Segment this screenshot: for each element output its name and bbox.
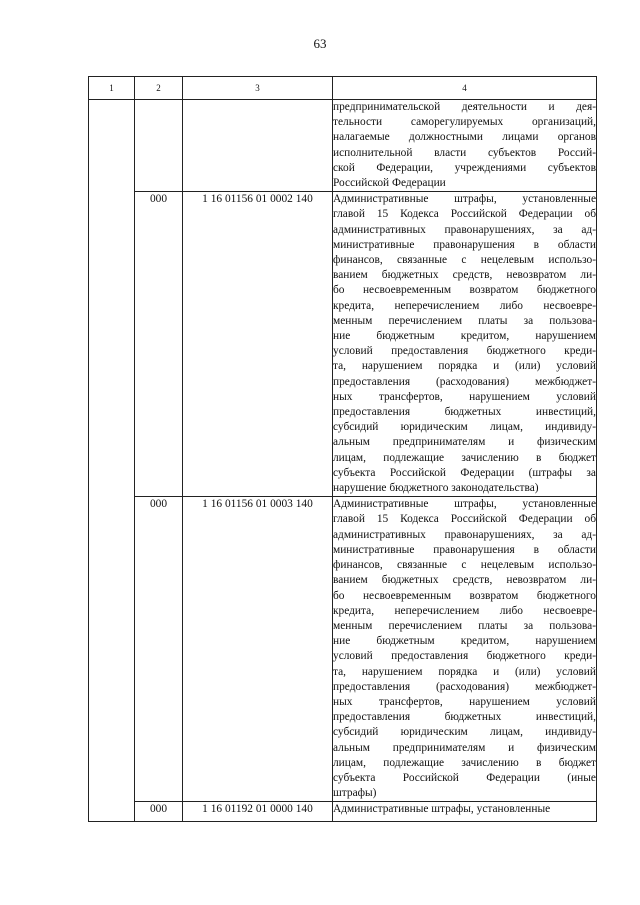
admin-code-cell: 000 bbox=[135, 802, 183, 821]
description-line: исполнительной власти субъектов Россий- bbox=[333, 146, 596, 159]
description-line: субсидий юридическим лицам, индивиду- bbox=[333, 726, 596, 739]
page-number: 63 bbox=[313, 36, 327, 51]
budget-codes-table bbox=[88, 76, 597, 822]
description-line: Административные штрафы, установленные bbox=[333, 803, 551, 816]
description-line: налагаемые должностными лицами органов bbox=[333, 131, 596, 144]
description-line: менным перечислением платы за пользова- bbox=[333, 314, 596, 327]
description-line: лицам, подлежащие зачислению в бюджет bbox=[333, 451, 596, 464]
description-line: министративные правонарушения в области bbox=[333, 238, 596, 251]
description-line: бо несвоевременным возвратом бюджетного bbox=[333, 284, 596, 297]
description-line: финансов, связанные с нецелевым использо- bbox=[333, 254, 596, 267]
budget-code-cell: 1 16 01156 01 0003 140 bbox=[183, 497, 333, 802]
description-cell bbox=[333, 802, 597, 821]
column-header-3: 3 bbox=[183, 77, 333, 100]
budget-code-cell: 1 16 01192 01 0000 140 bbox=[183, 802, 333, 821]
description-line: ванием бюджетных средств, невозвратом ли- bbox=[333, 269, 596, 282]
description-line: Административные штрафы, установленные bbox=[333, 498, 596, 511]
description-line: кредита, неперечислением либо несвоевре- bbox=[333, 299, 596, 312]
description-line: альным предпринимателям и физическим bbox=[333, 436, 596, 449]
description-line: та, нарушением порядка и (или) условий bbox=[333, 360, 596, 373]
description-line: ние бюджетным кредитом, нарушением bbox=[333, 635, 596, 648]
description-line: предоставления (расходования) межбюджет- bbox=[333, 680, 596, 693]
description-line: штрафы) bbox=[333, 787, 377, 800]
description-line: та, нарушением порядка и (или) условий bbox=[333, 665, 596, 678]
description-line: Российской Федерации bbox=[333, 177, 446, 190]
admin-code-cell: 000 bbox=[135, 192, 183, 497]
budget-code-cell: 1 16 01156 01 0002 140 bbox=[183, 192, 333, 497]
description-line: предоставления бюджетных инвестиций, bbox=[333, 711, 596, 724]
column-1-cell bbox=[89, 100, 135, 822]
description-cell bbox=[333, 192, 597, 497]
description-line: ных трансфертов, нарушением условий bbox=[333, 695, 596, 708]
description-cell bbox=[333, 497, 597, 802]
description-line: лицам, подлежащие зачислению в бюджет bbox=[333, 756, 596, 769]
description-line: ской Федерации, учреждениями субъектов bbox=[333, 161, 596, 174]
description-line: альным предпринимателям и физическим bbox=[333, 741, 596, 754]
description-line: административных правонарушениях, за ад- bbox=[333, 528, 596, 541]
description-line: предпринимательской деятельности и дея- bbox=[333, 101, 596, 113]
description-line: главой 15 Кодекса Российской Федерации об bbox=[333, 208, 596, 221]
description-line: нарушение бюджетного законодательства) bbox=[333, 482, 539, 495]
column-header-1: 1 bbox=[89, 77, 135, 100]
table-row bbox=[89, 192, 597, 497]
description-line: главой 15 Кодекса Российской Федерации об bbox=[333, 513, 596, 526]
description-line: административных правонарушениях, за ад- bbox=[333, 223, 596, 236]
admin-code-cell: 000 bbox=[135, 497, 183, 802]
description-line: ванием бюджетных средств, невозвратом ли- bbox=[333, 574, 596, 587]
description-line: субъекта Российской Федерации (штрафы за bbox=[333, 466, 596, 479]
description-line: кредита, неперечислением либо несвоевре- bbox=[333, 604, 596, 617]
description-line: менным перечислением платы за пользова- bbox=[333, 619, 596, 632]
description-line: Административные штрафы, установленные bbox=[333, 193, 596, 206]
column-header-2: 2 bbox=[135, 77, 183, 100]
description-line: тельности саморегулируемых организаций, bbox=[333, 116, 596, 129]
table-header-row bbox=[89, 77, 597, 100]
description-line: предоставления (расходования) межбюджет- bbox=[333, 375, 596, 388]
budget-code-cell bbox=[183, 100, 333, 192]
description-line: министративные правонарушения в области bbox=[333, 543, 596, 556]
description-line: условий предоставления бюджетного креди- bbox=[333, 650, 596, 663]
description-line: предоставления бюджетных инвестиций, bbox=[333, 406, 596, 419]
table-row bbox=[89, 497, 597, 802]
description-line: ных трансфертов, нарушением условий bbox=[333, 390, 596, 403]
description-line: финансов, связанные с нецелевым использо- bbox=[333, 559, 596, 572]
description-line: субъекта Российской Федерации (иные bbox=[333, 771, 596, 784]
table-row bbox=[89, 100, 597, 192]
description-line: бо несвоевременным возвратом бюджетного bbox=[333, 589, 596, 602]
description-cell bbox=[333, 100, 597, 192]
description-line: условий предоставления бюджетного креди- bbox=[333, 345, 596, 358]
description-line: субсидий юридическим лицам, индивиду- bbox=[333, 421, 596, 434]
admin-code-cell bbox=[135, 100, 183, 192]
table-row bbox=[89, 802, 597, 821]
description-line: ние бюджетным кредитом, нарушением bbox=[333, 330, 596, 343]
column-header-4: 4 bbox=[333, 77, 597, 100]
